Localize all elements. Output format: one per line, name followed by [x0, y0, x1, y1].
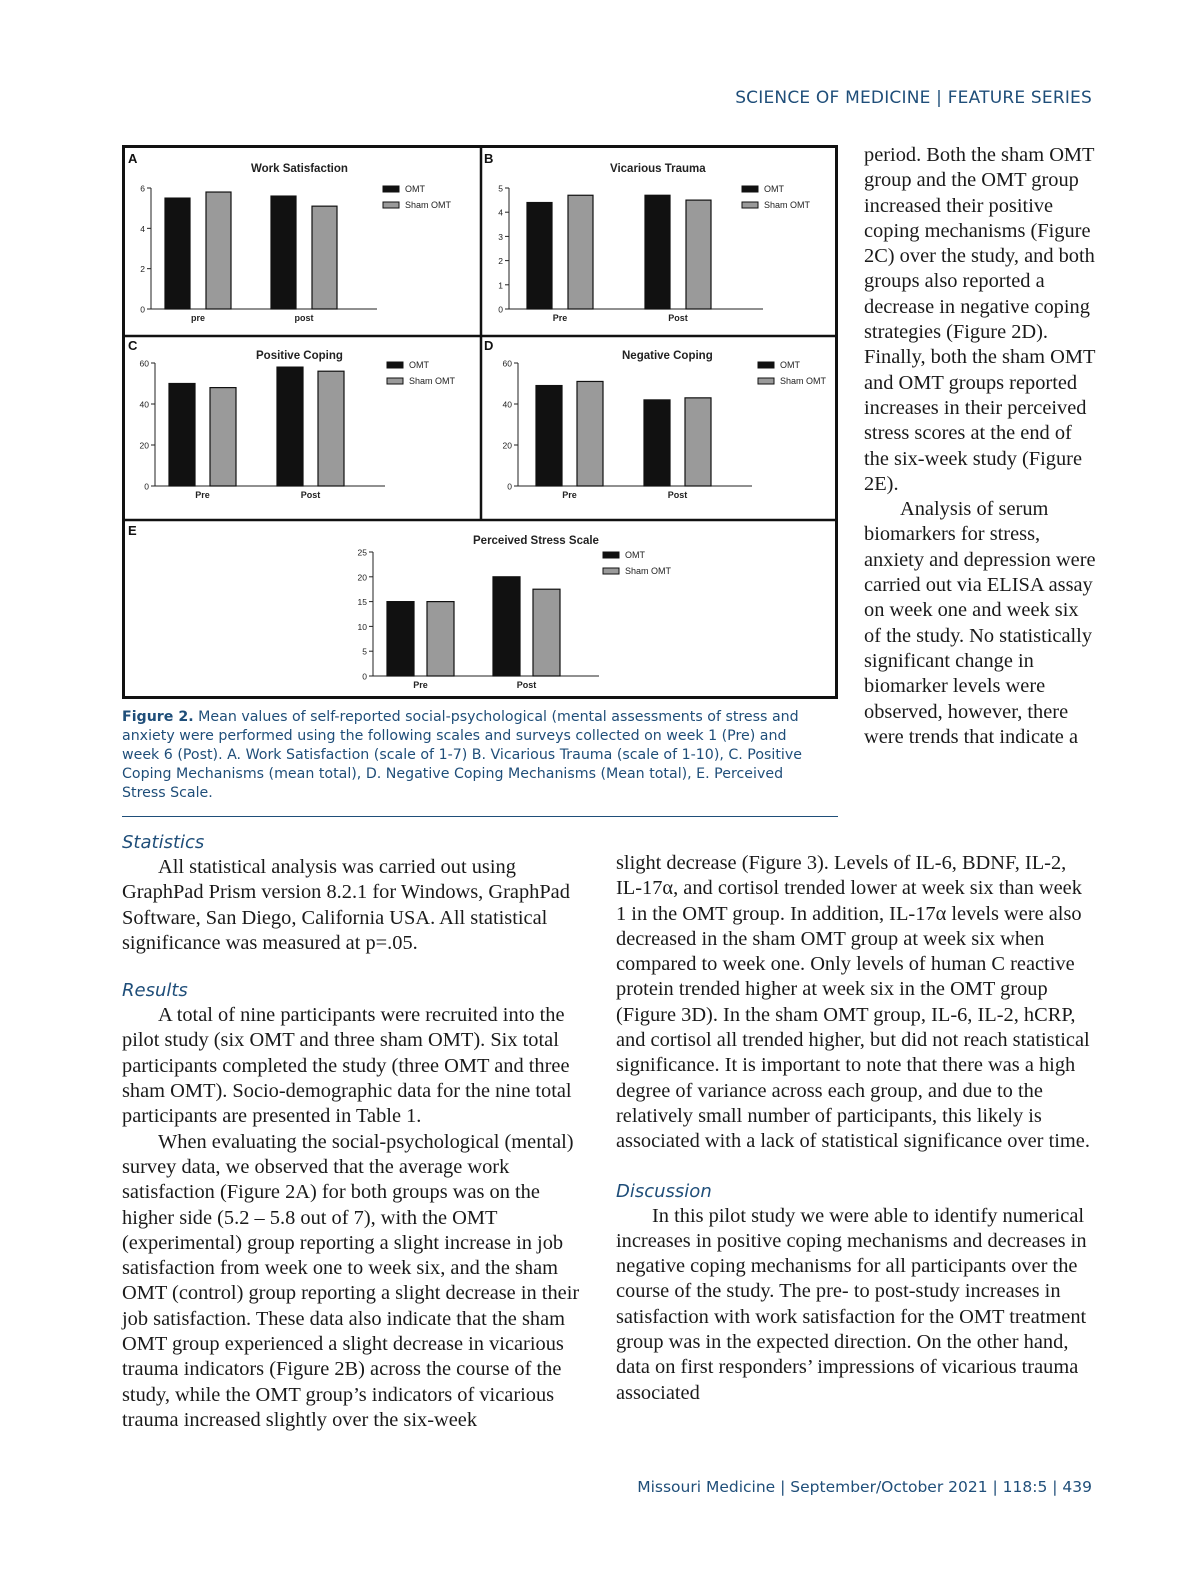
bar-b-pre-sham-omt	[568, 195, 593, 309]
bar-c-post-sham-omt	[318, 371, 344, 486]
y-tick-label-b: 4	[498, 207, 503, 218]
caption-text: Mean values of self-reported social-psychological (mental assessments of stress and anxiety were performed using the following scales and surveys collected on week 1 (Pre) and week 6 (Post). A. Work Satisfaction (scale of 1-7) B. Vicarious Trauma (scale of 1-10), C. Positive Coping Mechanisms (mean total), D. Negative Coping Mechanisms (Mean total), E. Perceived Stress Scale.	[122, 709, 802, 801]
y-tick-label-a: 6	[140, 183, 145, 194]
y-tick-label-c: 0	[144, 481, 149, 492]
paragraph-results-cont: period. Both the sham OMT group and the OMT group increased their positive coping mechanisms (Figure 2C) over the study, and both groups also reported a decrease in negative coping strategies (Figure 2D). Finally, both the sham OMT and OMT groups reported increases in their perceived stress scores at the end of the six-week study (Figure 2E).	[864, 144, 1096, 495]
y-tick-label-a: 4	[140, 223, 145, 234]
paragraph-statistics: All statistical analysis was carried out using GraphPad Prism version 8.2.1 for Windows, GraphPad Software, San Diego, California USA. All statistical significance was measured at p=.05.	[122, 856, 570, 954]
bar-d-post-sham-omt	[685, 398, 711, 486]
legend-swatch-sham-omt	[383, 202, 399, 208]
legend-label-sham-omt: Sham OMT	[625, 566, 672, 576]
y-tick-label-d: 60	[502, 358, 512, 369]
y-tick-label-b: 1	[498, 280, 503, 291]
y-tick-label-e: 5	[362, 646, 367, 657]
legend-swatch-omt	[387, 362, 403, 368]
legend-swatch-omt	[742, 186, 758, 192]
right-column-bottom	[616, 851, 1096, 1406]
bar-b-pre-omt	[527, 203, 552, 309]
figure-2-charts	[125, 148, 835, 696]
paragraph-discussion: In this pilot study we were able to identify numerical increases in positive coping mechanisms and decreases in negative coping mechanisms for all participants over the course of the study. The pre- to post-study increases in satisfaction with work satisfaction for the OMT treatment group was in the expected direction. On the other hand, data on first responders’ impressions of vicarious trauma associated	[616, 1204, 1087, 1404]
legend-swatch-omt	[758, 362, 774, 368]
y-tick-label-b: 2	[498, 256, 503, 267]
paragraph-biomarkers: Analysis of serum biomarkers for stress, anxiety and depression were carried out via ELISA assay on week one and week six of the study. No statistically significant change in biomarker levels were observed, however, there were trends that indicate a	[864, 498, 1096, 748]
running-header: SCIENCE OF MEDICINE | FEATURE SERIES	[735, 88, 1092, 108]
legend-label-sham-omt: Sham OMT	[409, 376, 456, 386]
x-tick-label-e: Pre	[413, 680, 428, 690]
bar-e-pre-sham-omt	[427, 602, 454, 676]
bar-a-pre-sham-omt	[206, 192, 231, 309]
x-tick-label-b: Pre	[552, 313, 568, 323]
y-tick-label-e: 0	[362, 671, 367, 682]
bar-e-pre-omt	[387, 602, 414, 676]
legend-label-omt: OMT	[405, 184, 425, 194]
bar-e-post-sham-omt	[533, 589, 560, 676]
legend-swatch-sham-omt	[758, 378, 774, 384]
results-heading: Results	[122, 980, 188, 1002]
panel-title-e: Perceived Stress Scale	[473, 535, 599, 547]
bar-a-post-omt	[271, 196, 296, 309]
legend-label-omt: OMT	[764, 184, 784, 194]
panel-title-d: Negative Coping	[622, 350, 713, 362]
bar-a-pre-omt	[165, 198, 190, 309]
legend-swatch-omt	[383, 186, 399, 192]
bar-b-post-sham-omt	[686, 200, 711, 309]
x-tick-label-a: post	[294, 313, 314, 323]
legend-label-sham-omt: Sham OMT	[405, 200, 452, 210]
panel-letter-d: D	[484, 338, 494, 353]
y-tick-label-b: 3	[498, 231, 503, 242]
panel-title-c: Positive Coping	[256, 350, 343, 362]
panel-letter-c: C	[128, 338, 138, 353]
bar-b-post-omt	[645, 195, 670, 309]
statistics-heading: Statistics	[122, 832, 205, 853]
y-tick-label-b: 0	[498, 304, 503, 315]
y-tick-label-c: 20	[139, 440, 149, 451]
y-tick-label-b: 5	[498, 183, 503, 194]
x-tick-label-e: Post	[516, 680, 537, 690]
panel-title-a: Work Satisfaction	[251, 163, 348, 175]
bar-d-post-omt	[644, 400, 670, 486]
caption-label: Figure 2.	[122, 709, 194, 725]
legend-label-omt: OMT	[780, 360, 800, 370]
x-tick-label-c: Post	[300, 490, 321, 500]
x-tick-label-a: pre	[190, 313, 206, 323]
bar-c-post-omt	[277, 367, 303, 486]
x-tick-label-d: Post	[667, 490, 688, 500]
figure-caption	[122, 708, 822, 803]
bar-c-pre-omt	[169, 384, 195, 487]
legend-label-sham-omt: Sham OMT	[764, 200, 811, 210]
paragraph-results-1: A total of nine participants were recruited into the pilot study (six OMT and three sham OMT). Six total participants completed the study (three OMT and three sham OMT). Socio-demographic data for the nine total participants are presented in Table 1.	[122, 1004, 572, 1128]
y-tick-label-e: 15	[357, 597, 367, 608]
legend-swatch-sham-omt	[742, 202, 758, 208]
panel-letter-a: A	[128, 151, 138, 166]
x-tick-label-c: Pre	[195, 490, 210, 500]
legend-swatch-omt	[603, 552, 619, 558]
figure-2	[122, 145, 838, 699]
panel-letter-e: E	[128, 523, 137, 538]
running-footer: Missouri Medicine | September/October 2021 | 118:5 | 439	[637, 1478, 1092, 1496]
right-column-top	[864, 143, 1096, 750]
x-tick-label-b: Post	[668, 313, 688, 323]
discussion-heading: Discussion	[616, 1180, 712, 1202]
y-tick-label-d: 40	[502, 399, 512, 410]
y-tick-label-c: 60	[139, 358, 149, 369]
paragraph-biomarkers-cont: slight decrease (Figure 3). Levels of IL-6, BDNF, IL-2, IL-17α, and cortisol trended lower at week six than week 1 in the OMT group. In addition, IL-17α levels were also decreased in the sham OMT group at week six when compared to week one. Only levels of human C reactive protein trended higher at week six in the OMT group (Figure 3D). In the sham OMT group, IL-6, IL-2, hCRP, and cortisol all trended higher, but did not reach statistical significance. It is important to note that there was a high degree of variance across each group, and due to the relatively small number of participants, this likely is associated with a lack of statistical significance over time.	[616, 852, 1090, 1153]
legend-swatch-sham-omt	[387, 378, 403, 384]
legend-swatch-sham-omt	[603, 568, 619, 574]
caption-divider	[122, 816, 838, 817]
bar-a-post-sham-omt	[312, 206, 337, 309]
x-tick-label-d: Pre	[562, 490, 577, 500]
legend-label-sham-omt: Sham OMT	[780, 376, 827, 386]
y-tick-label-a: 0	[140, 304, 145, 315]
y-tick-label-d: 0	[507, 481, 512, 492]
y-tick-label-d: 20	[502, 440, 512, 451]
y-tick-label-e: 20	[357, 572, 367, 583]
panel-title-b: Vicarious Trauma	[610, 163, 706, 175]
bar-d-pre-sham-omt	[577, 381, 603, 486]
left-column	[122, 830, 594, 1433]
bar-d-pre-omt	[536, 386, 562, 486]
legend-label-omt: OMT	[625, 550, 645, 560]
bar-e-post-omt	[493, 577, 520, 676]
y-tick-label-c: 40	[139, 399, 149, 410]
legend-label-omt: OMT	[409, 360, 429, 370]
bar-c-pre-sham-omt	[210, 388, 236, 486]
paragraph-results-2: When evaluating the social-psychological (mental) survey data, we observed that the average work satisfaction (Figure 2A) for both groups was on the higher side (5.2 – 5.8 out of 7), with the OMT (experimental) group reporting a slight increase in job satisfaction from week one to week six, and the sham OMT (control) group reporting a slight decrease in their job satisfaction. These data also indicate that the sham OMT group experienced a slight decrease in vicarious trauma indicators (Figure 2B) across the course of the study, while the OMT group’s indicators of vicarious trauma increased slightly over the six-week	[122, 1130, 580, 1431]
y-tick-label-e: 25	[357, 547, 367, 558]
y-tick-label-e: 10	[357, 621, 367, 632]
y-tick-label-a: 2	[140, 264, 145, 275]
panel-letter-b: B	[484, 151, 494, 166]
